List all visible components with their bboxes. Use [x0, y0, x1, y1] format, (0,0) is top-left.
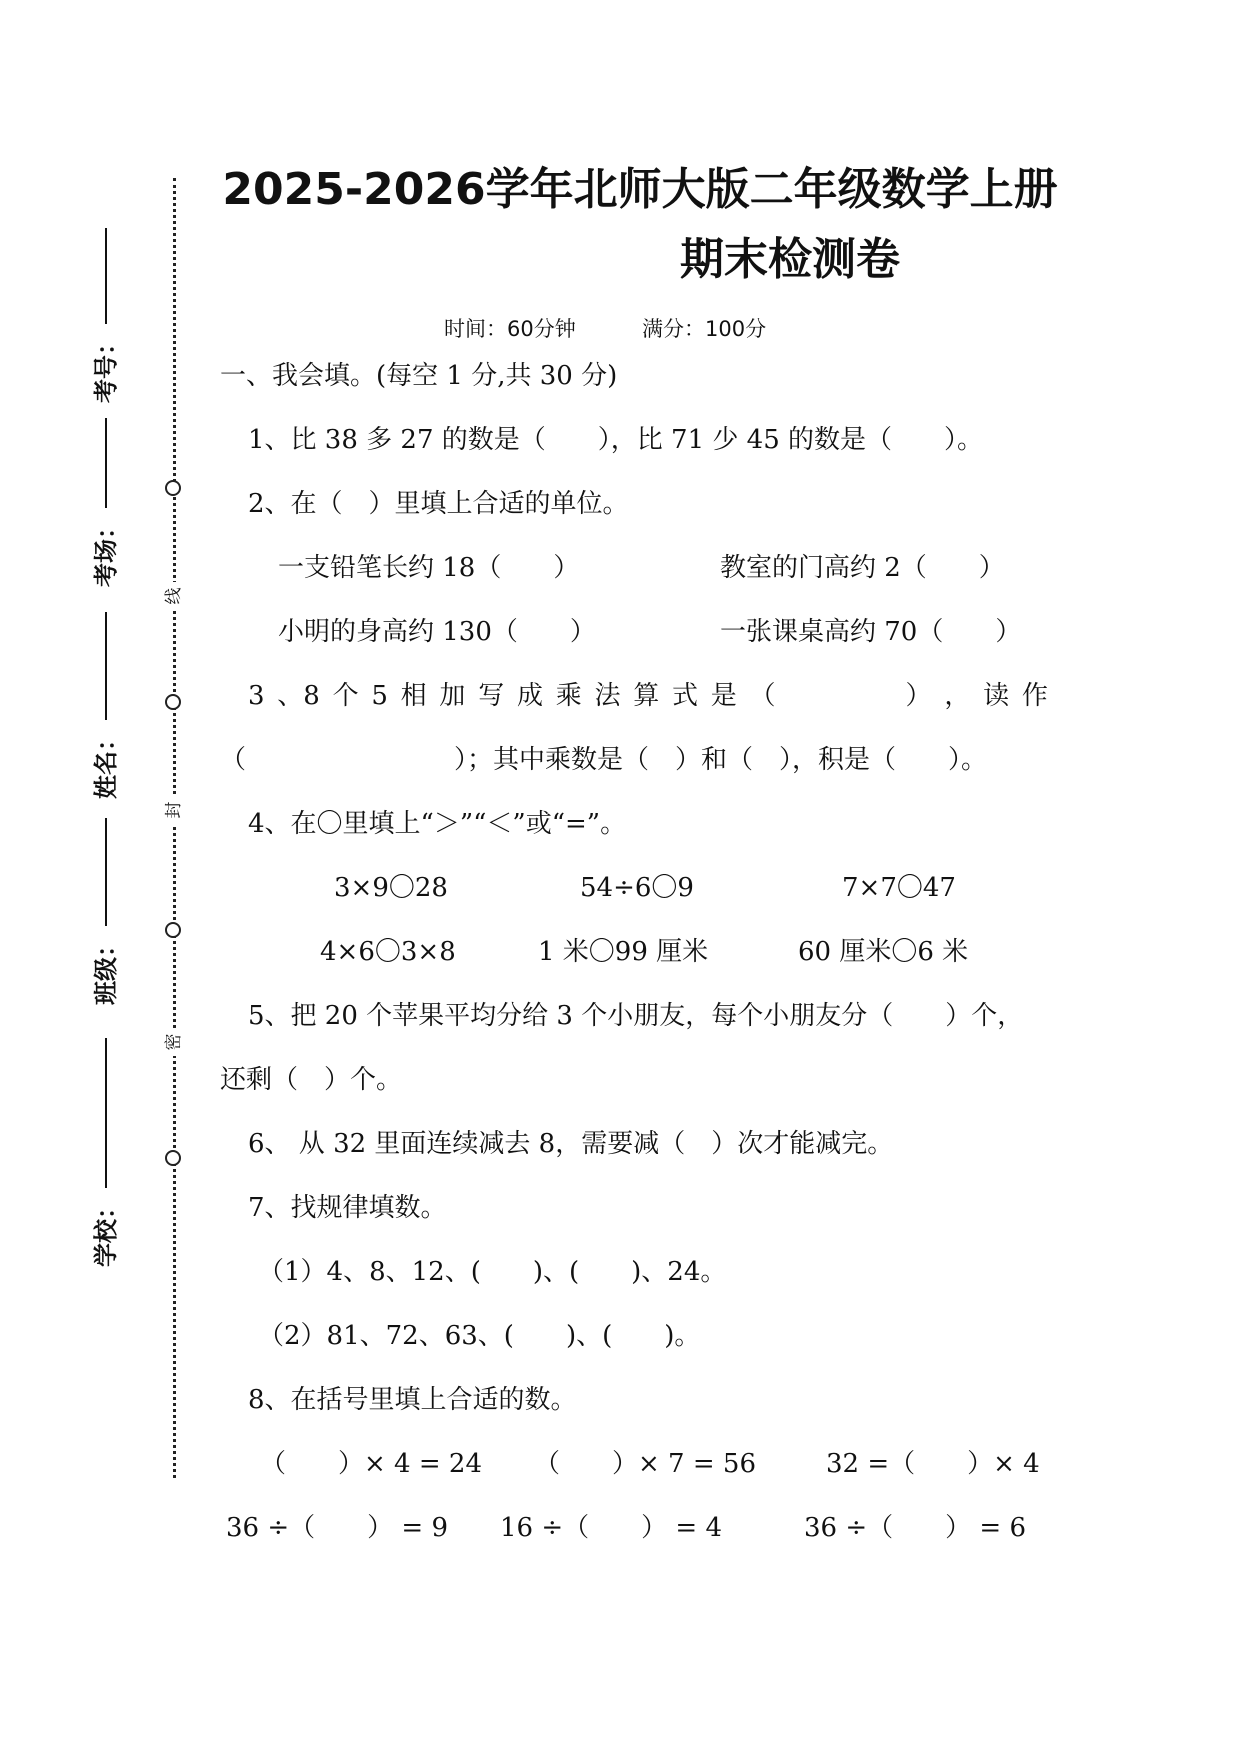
q3-part: 相 [400, 681, 427, 711]
exam-number-blank[interactable] [105, 228, 107, 324]
q4-item: 7×7〇47 [842, 873, 956, 903]
question-5-line-2: 还剩（ ）个。 [220, 1065, 403, 1095]
q3-part: 写 [478, 681, 505, 711]
q7-item-1: （1）4、8、12、( )、( )、24。 [258, 1257, 727, 1287]
name-blank[interactable] [105, 612, 107, 720]
question-8: 8、在括号里填上合适的数。 [248, 1385, 577, 1415]
school-field [86, 1038, 126, 1267]
question-5-line-1: 5、把 20 个苹果平均分给 3 个小朋友，每个小朋友分（ ）个， [248, 1001, 1024, 1031]
q3-part: 加 [439, 681, 466, 711]
q8-item: （ ）× 4 = 24 [260, 1449, 482, 1479]
page-title: 2025-2026学年北师大版二年级数学上册 [222, 164, 1058, 215]
exam-room-blank[interactable] [105, 418, 107, 508]
score-label: 满分：100分 [642, 317, 767, 341]
seal-ring-icon [165, 922, 181, 938]
school-blank[interactable] [105, 1038, 107, 1188]
q8-item: （ ）× 7 = 56 [534, 1449, 756, 1479]
q4-item: 1 米〇99 厘米 [538, 937, 709, 967]
q8-item: 36 ÷（ ） = 6 [804, 1513, 1026, 1543]
q3-part: 成 [516, 681, 543, 711]
page-subtitle: 期末检测卷 [680, 234, 900, 285]
exam-number-field [86, 228, 126, 403]
name-field [86, 612, 126, 799]
exam-number-label: 考号： [92, 331, 120, 403]
q3-part: 乘 [555, 681, 582, 711]
name-label: 姓名： [92, 727, 120, 799]
q3-part: 个 [332, 681, 359, 711]
question-3-line-1 [248, 678, 1048, 714]
exam-room-field [86, 418, 126, 587]
q3-part: 作 [1021, 681, 1048, 711]
question-2: 2、在（ ）里填上合适的单位。 [248, 489, 629, 519]
school-label: 学校： [92, 1195, 120, 1267]
q3-part: 、8 [277, 681, 320, 711]
seal-char-mi: 密 [162, 1028, 186, 1056]
question-3-line-2: （ ）；其中乘数是（ ）和（ ），积是（ ）。 [220, 745, 988, 775]
q3-part: 5 [371, 681, 388, 711]
q3-part: 读 [983, 681, 1010, 711]
class-label: 班级： [92, 933, 120, 1005]
q3-part: ， [944, 681, 971, 711]
exam-room-label: 考场： [92, 515, 120, 587]
q2-item-pencil: 一支铅笔长约 18（ ） [278, 553, 580, 583]
seal-char-xian: 线 [162, 582, 186, 610]
seal-ring-icon [165, 694, 181, 710]
question-4: 4、在〇里填上“＞”“＜”或“=”。 [248, 809, 627, 839]
question-7: 7、找规律填数。 [248, 1193, 447, 1223]
question-1: 1、比 38 多 27 的数是（ ），比 71 少 45 的数是（ ）。 [248, 425, 983, 455]
seal-char-feng: 封 [162, 796, 186, 824]
question-6: 6、 从 32 里面连续减去 8，需要减（ ）次才能减完。 [248, 1129, 894, 1159]
q4-item: 3×9〇28 [334, 873, 448, 903]
q3-part: 是 [710, 681, 737, 711]
q3-part: 3 [248, 681, 265, 711]
seal-ring-icon [165, 480, 181, 496]
q2-item-height: 小明的身高约 130（ ） [278, 617, 596, 647]
class-field [86, 818, 126, 1005]
q4-item: 54÷6〇9 [580, 873, 694, 903]
section-heading: 一、我会填。(每空 1 分,共 30 分) [220, 361, 618, 391]
seal-dotted-line [173, 178, 176, 1478]
q2-item-door: 教室的门高约 2（ ） [720, 553, 1005, 583]
q4-item: 60 厘米〇6 米 [798, 937, 969, 967]
q3-part: 式 [672, 681, 699, 711]
q3-part: 算 [633, 681, 660, 711]
q7-item-2: （2）81、72、63、( )、( )。 [258, 1321, 701, 1351]
q8-item: 32 =（ ）× 4 [826, 1449, 1040, 1479]
q8-item: 36 ÷（ ） = 9 [226, 1513, 448, 1543]
q4-item: 4×6〇3×8 [320, 937, 456, 967]
q3-blank: （ ） [749, 681, 932, 711]
q3-part: 法 [594, 681, 621, 711]
q8-item: 16 ÷（ ） = 4 [500, 1513, 722, 1543]
class-blank[interactable] [105, 818, 107, 926]
q2-item-desk: 一张课桌高约 70（ ） [720, 617, 1022, 647]
time-label: 时间：60分钟 [444, 317, 576, 341]
seal-ring-icon [165, 1150, 181, 1166]
